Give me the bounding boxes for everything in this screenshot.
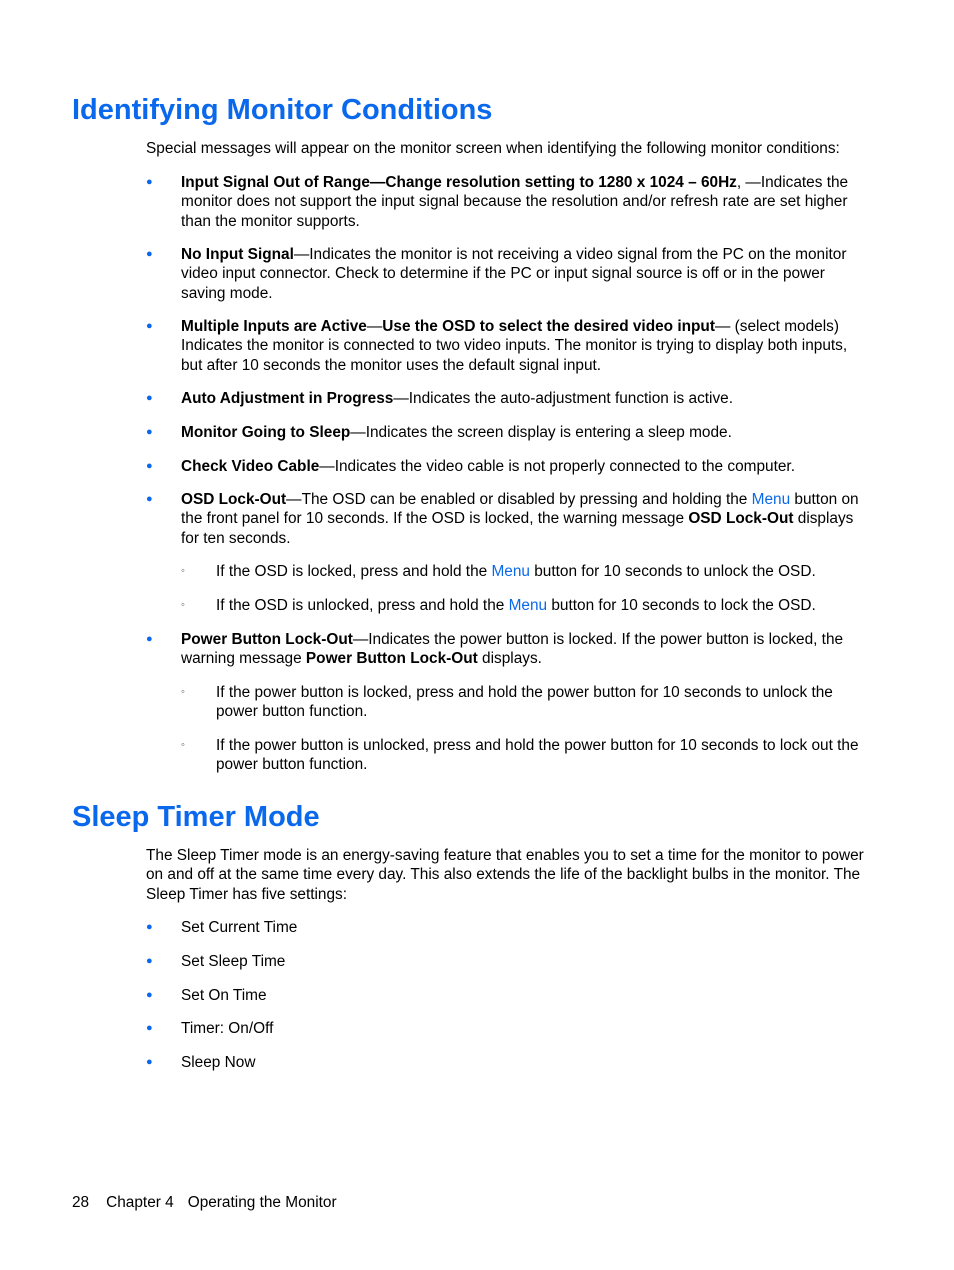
list-item-text <box>181 317 870 375</box>
list-item-text <box>181 389 870 408</box>
page-number: 28 <box>72 1194 90 1211</box>
sub-bullet-icon: ◦ <box>181 739 185 751</box>
sub-list-item-text <box>216 596 870 615</box>
bullet-icon: ● <box>146 633 153 645</box>
list-item-text: Set Current Time <box>181 919 298 936</box>
description: , —Indicates the monitor does not support the input signal because the resolution and/or refresh rate are set higher than the monitor supports. <box>181 174 849 230</box>
bullet-icon: ● <box>146 493 153 505</box>
sub-list-item-text: If the power button is locked, press and hold the power button for 10 seconds to unlock the power button function. <box>216 684 833 721</box>
description: If the OSD is unlocked, press and hold the <box>216 597 509 614</box>
warning-message: Power Button Lock-Out <box>305 650 478 668</box>
section-heading-identifying-monitor-conditions: Identifying Monitor Conditions <box>72 94 493 126</box>
term: Monitor Going to Sleep <box>181 424 351 441</box>
page-footer <box>72 1193 354 1212</box>
description: —Indicates the monitor is not receiving a video signal from the PC on the monitor video input connector. Check to determine if the PC or input signal source is off or in the power saving mode. <box>181 246 847 302</box>
warning-message: OSD Lock-Out <box>688 510 794 528</box>
term: No Input Signal <box>181 246 294 263</box>
bullet-icon: ● <box>146 392 153 404</box>
description: button for 10 seconds to lock the OSD. <box>547 597 816 614</box>
description: —Indicates the power button is locked. If the power button is locked, the warning message <box>181 631 844 668</box>
menu-button-reference: Menu <box>751 491 791 508</box>
term: Power Button Lock-Out <box>181 631 353 648</box>
term: OSD Lock-Out <box>181 491 287 508</box>
list-item-text <box>181 423 870 442</box>
description: —Indicates the video cable is not properly connected to the computer. <box>319 458 795 475</box>
list-item-text: Timer: On/Off <box>181 1020 274 1037</box>
description: —Indicates the auto-adjustment function is active. <box>393 390 733 407</box>
separator: — <box>366 318 383 335</box>
chapter-title: Operating the Monitor <box>187 1194 337 1211</box>
bullet-icon: ● <box>146 320 153 332</box>
bullet-icon: ● <box>146 921 153 933</box>
bullet-icon: ● <box>146 426 153 438</box>
list-item-text <box>181 490 870 548</box>
term-secondary: Use the OSD to select the desired video input <box>382 318 715 335</box>
section-heading-sleep-timer-mode: Sleep Timer Mode <box>72 801 320 833</box>
description: displays for ten seconds. <box>181 510 854 547</box>
list-item-text <box>181 630 870 669</box>
term: Multiple Inputs are Active <box>181 318 367 335</box>
term: Auto Adjustment in Progress <box>181 390 394 407</box>
list-item-text: Sleep Now <box>181 1054 256 1071</box>
description: — (select models) Indicates the monitor is connected to two video inputs. The monitor is trying to display both inputs, but after 10 seconds the monitor uses the default signal input. <box>181 318 848 374</box>
sub-bullet-icon: ◦ <box>181 686 185 698</box>
section2-intro: The Sleep Timer mode is an energy-saving feature that enables you to set a time for the monitor to power on and off at the same time every day. This also extends the life of the backlight bulbs in the monitor. The Sleep Timer has five settings: <box>146 847 864 903</box>
sub-bullet-icon: ◦ <box>181 565 185 577</box>
bullet-icon: ● <box>146 248 153 260</box>
bullet-icon: ● <box>146 1022 153 1034</box>
term: Input Signal Out of Range—Change resolution setting to 1280 x 1024 – 60Hz <box>181 174 737 191</box>
list-item-text <box>181 457 870 476</box>
chapter-label: Chapter 4 <box>106 1194 174 1211</box>
term: Check Video Cable <box>181 458 320 475</box>
section1-intro: Special messages will appear on the monitor screen when identifying the following monitor conditions: <box>146 140 840 157</box>
bullet-icon: ● <box>146 989 153 1001</box>
sub-bullet-icon: ◦ <box>181 599 185 611</box>
list-item-text: Set Sleep Time <box>181 953 286 970</box>
sub-list-item-text: If the power button is unlocked, press and hold the power button for 10 seconds to lock out the power button function. <box>216 737 859 774</box>
sub-list-item-text <box>216 562 870 581</box>
description: —Indicates the screen display is entering a sleep mode. <box>350 424 732 441</box>
bullet-icon: ● <box>146 460 153 472</box>
description: If the OSD is locked, press and hold the <box>216 563 492 580</box>
description: —The OSD can be enabled or disabled by pressing and holding the <box>286 491 752 508</box>
bullet-icon: ● <box>146 955 153 967</box>
list-item-text <box>181 173 870 231</box>
description: button for 10 seconds to unlock the OSD. <box>529 563 816 580</box>
bullet-icon: ● <box>146 1056 153 1068</box>
list-item-text: Set On Time <box>181 987 267 1004</box>
description: displays. <box>477 650 542 668</box>
menu-button-reference: Menu <box>508 597 548 614</box>
description: button on the front panel for 10 seconds. If the OSD is locked, the warning message <box>181 491 859 528</box>
menu-button-reference: Menu <box>491 563 530 580</box>
list-item-text <box>181 245 870 303</box>
bullet-icon: ● <box>146 176 153 188</box>
